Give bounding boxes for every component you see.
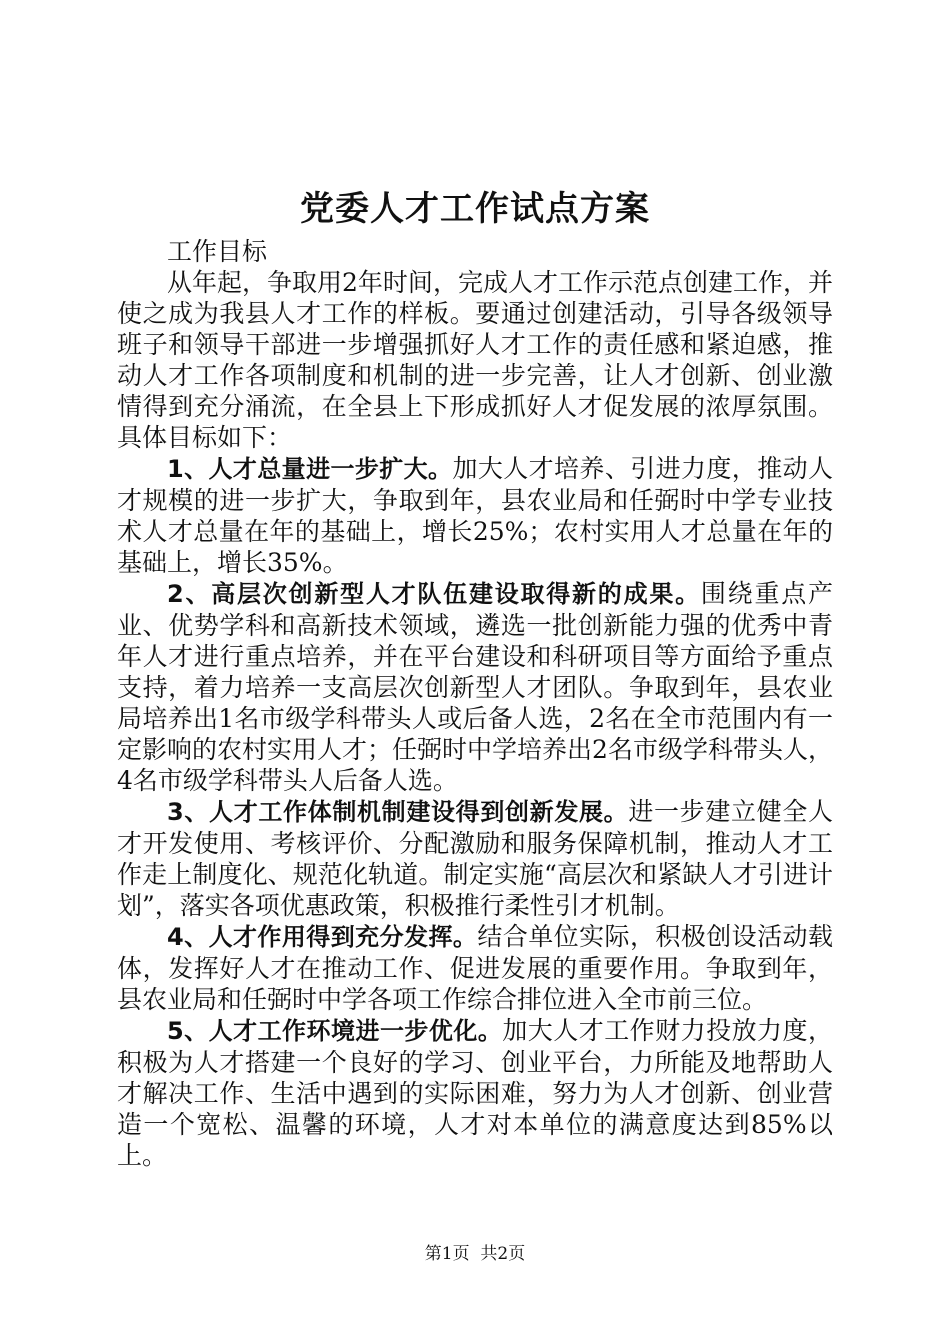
goal-item-text: 加大人才培养、引进力度，推动人才规模的进一步扩大，争取到年，县农业局和任弼时中学专业技术人才总量在年的基础上，增长25%；农村实用人才总量在年的基础上，增长35%。 bbox=[117, 454, 833, 577]
goal-item-text: 围绕重点产业、优势学科和高新技术领域，遴选一批创新能力强的优秀中青年人才进行重点培养，并在平台建设和科研项目等方面给予重点支持，着力培养一支高层次创新型人才团队。争取到年，县农业局培养出1名市级学科带头人或后备人选，2名在全市范围内有一定影响的农村实用人才；任弼时中学培养出2名市级学科带头人，4名市级学科带头人后备人选。 bbox=[117, 579, 833, 795]
goal-item-3 bbox=[117, 796, 833, 921]
page-number: 第1页 bbox=[424, 1244, 470, 1264]
document-body bbox=[117, 236, 833, 1171]
section-heading: 工作目标 bbox=[167, 237, 268, 266]
document-title: 党委人才工作试点方案 bbox=[300, 189, 650, 229]
goal-item-1 bbox=[117, 453, 833, 578]
goal-item-text: 进一步建立健全人才开发使用、考核评价、分配激励和服务保障机制，推动人才工作走上制度化、规范化轨道。制定实施“高层次和紧缺人才引进计划”，落实各项优惠政策，积极推行柔性引才机制。 bbox=[117, 797, 833, 920]
goal-item-title: 4、人才作用得到充分发挥。 bbox=[167, 923, 478, 951]
goal-item-title: 2、高层次创新型人才队伍建设取得新的成果。 bbox=[167, 580, 701, 608]
goal-item-text: 结合单位实际，积极创设活动载体，发挥好人才在推动工作、促进发展的重要作用。争取到年，县农业局和任弼时中学各项工作综合排位进入全市前三位。 bbox=[117, 922, 833, 1014]
page-footer bbox=[0, 1243, 950, 1265]
goal-item-2 bbox=[117, 578, 833, 796]
page-total: 共2页 bbox=[480, 1244, 526, 1264]
goal-item-5 bbox=[117, 1015, 833, 1171]
intro-paragraph: 从年起，争取用2年时间，完成人才工作示范点创建工作，并使之成为我县人才工作的样板。要通过创建活动，引导各级领导班子和领导干部进一步增强抓好人才工作的责任感和紧迫感，推动人才工作各项制度和机制的进一步完善，让人才创新、创业激情得到充分涌流，在全县上下形成抓好人才促发展的浓厚氛围。具体目标如下： bbox=[117, 268, 833, 452]
goal-item-4 bbox=[117, 921, 833, 1015]
goal-item-title: 5、人才工作环境进一步优化。 bbox=[167, 1017, 503, 1045]
goal-item-text: 加大人才工作财力投放力度，积极为人才搭建一个良好的学习、创业平台，力所能及地帮助人才解决工作、生活中遇到的实际困难，努力为人才创新、创业营造一个宽松、温馨的环境，人才对本单位的满意度达到85%以上。 bbox=[117, 1016, 833, 1170]
goal-item-title: 1、人才总量进一步扩大。 bbox=[167, 455, 453, 483]
goal-item-title: 3、人才工作体制机制建设得到创新发展。 bbox=[167, 798, 629, 826]
